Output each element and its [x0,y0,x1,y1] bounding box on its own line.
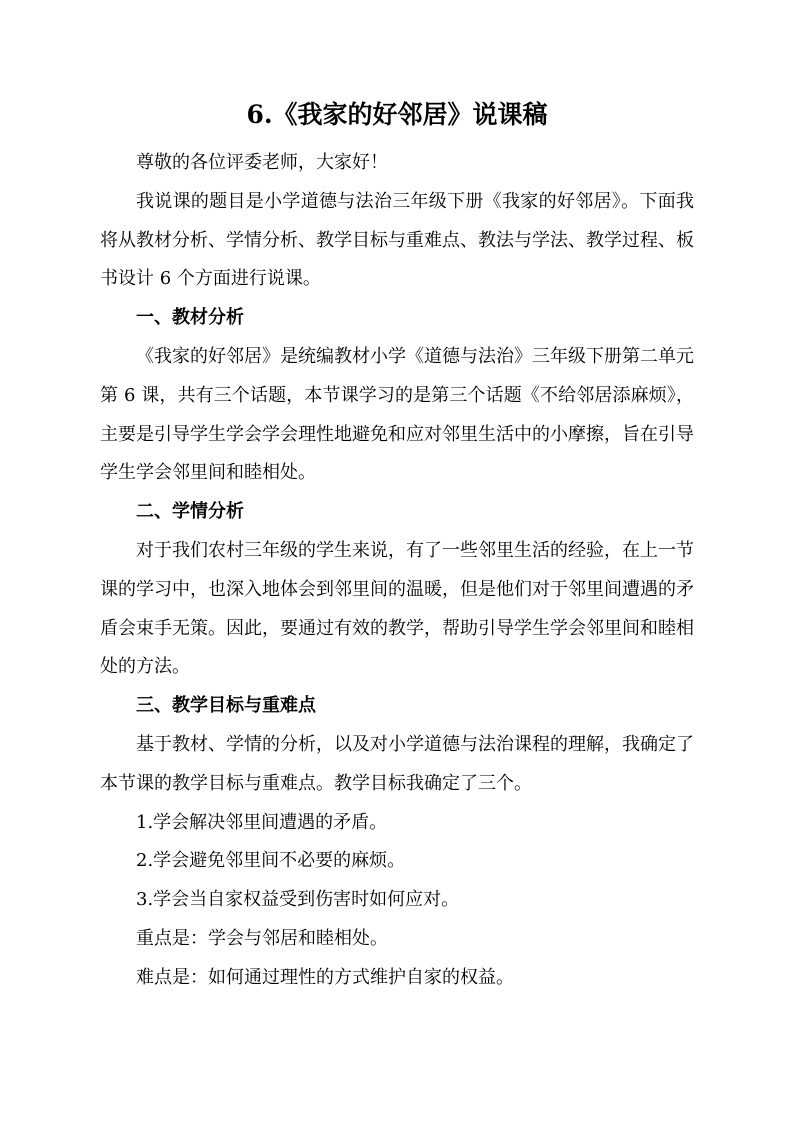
goal-item-1: 1.学会解决邻里间遭遇的矛盾。 [136,811,388,833]
intro-paragraph: 我说课的题目是小学道德与法治三年级下册《我家的好邻居》。下面我将从教材分析、学情分析、教学目标与重难点、教法与学法、教学过程、板书设计 6 个方面进行说课。 [100,190,694,290]
document-title: 6.《我家的好邻居》说课稿 [246,100,548,129]
key-point-paragraph: 重点是：学会与邻居和睦相处。 [136,927,388,949]
goal-item-2: 2.学会避免邻里间不必要的麻烦。 [136,850,406,872]
student-analysis-paragraph: 对于我们农村三年级的学生来说，有了一些邻里生活的经验，在上一节课的学习中，也深入地体会到邻里间的温暖，但是他们对于邻里间遭遇的矛盾会束手无策。因此，要通过有效的教学，帮助引导学生学会邻里间和睦相处的方法。 [100,539,694,678]
goal-item-3: 3.学会当自家权益受到伤害时如何应对。 [136,889,460,911]
document-body [100,144,694,998]
section-heading-textbook-analysis: 一、教材分析 [136,307,244,329]
textbook-analysis-paragraph: 《我家的好邻居》是统编教材小学《道德与法治》三年级下册第二单元第 6 课，共有三个话题，本节课学习的是第三个话题《不给邻居添麻烦》，主要是引导学生学会学会理性地避免和应对邻里生活中的小摩擦，旨在引导学生学会邻里间和睦相处。 [100,345,694,484]
difficult-point-paragraph: 难点是：如何通过理性的方式维护自家的权益。 [136,966,514,988]
goals-intro-paragraph: 基于教材、学情的分析，以及对小学道德与法治课程的理解，我确定了本节课的教学目标与重难点。教学目标我确定了三个。 [100,733,694,794]
section-heading-student-analysis: 二、学情分析 [136,501,244,523]
greeting-paragraph: 尊敬的各位评委老师，大家好！ [136,152,388,173]
section-heading-goals: 三、教学目标与重难点 [136,695,316,717]
